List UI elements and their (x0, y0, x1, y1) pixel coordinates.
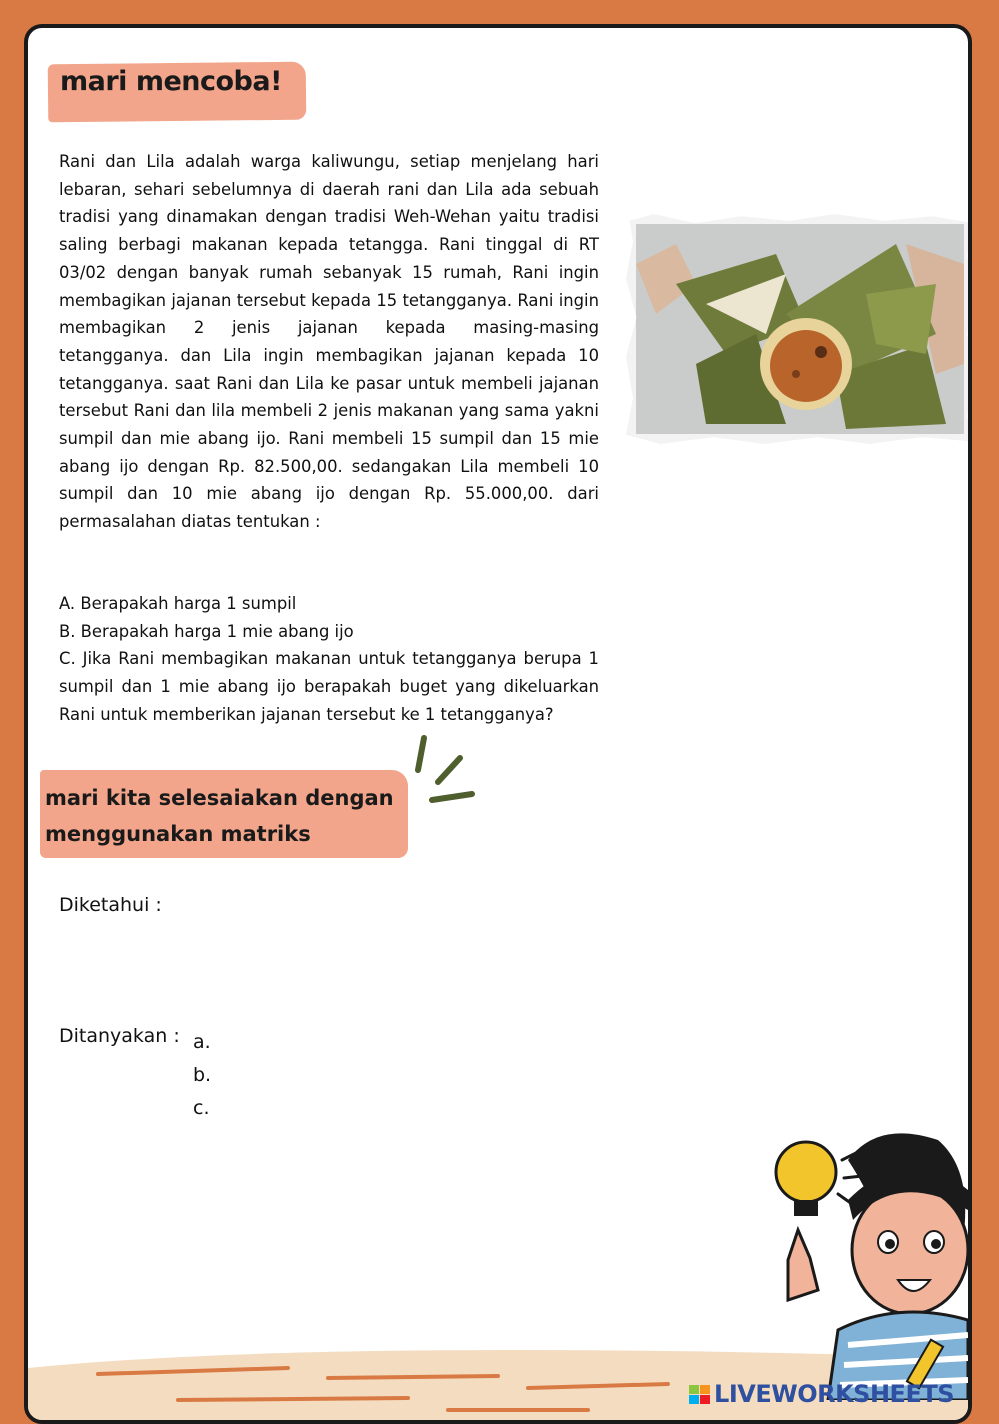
question-list (59, 590, 599, 729)
food-photo (626, 214, 972, 444)
ditanyakan-label: Ditanyakan : (59, 1025, 180, 1047)
question-a: A. Berapakah harga 1 sumpil (59, 594, 297, 613)
section-heading-line-2: menggunakan matriks (45, 822, 311, 846)
story-paragraph: Rani dan Lila adalah warga kaliwungu, setiap menjelang hari lebaran, sehari sebelumnya di daerah rani dan Lila ada sebuah tradisi yang dinamakan dengan tradisi Weh-Wehan yaitu tradisi saling berbagi makanan kepada tetangga. Rani tinggal di RT 03/02 dengan banyak rumah sebanyak 15 rumah, Rani ingin membagikan jajanan tersebut kepada 15 tetangganya. Rani ingin membagikan 2 jenis jajanan kepada masing-masing tetangganya. dan Lila ingin membagikan jajanan kepada 10 tetangganya. saat Rani dan Lila ke pasar untuk membeli jajanan tersebut Rani dan lila membeli 2 jenis makanan yang sama yakni sumpil dan mie abang ijo. Rani membeli 15 sumpil dan 15 mie abang ijo dengan Rp. 82.500,00. sedangakan Lila membeli 10 sumpil dan 10 mie abang ijo dengan Rp. 55.000,00. dari permasalahan diatas tentukan : (59, 152, 599, 532)
liveworksheets-brand (689, 1380, 954, 1408)
section-heading (45, 780, 425, 852)
brand-logo-icon (689, 1385, 710, 1404)
sumpil-image (636, 224, 964, 434)
question-c: C. Jika Rani membagikan makanan untuk tetangganya berupa 1 sumpil dan 1 mie abang ijo berapakah buget yang dikeluarkan Rani untuk memberikan jajanan tersebut ke 1 tetangganya? (59, 649, 599, 724)
emphasis-marks-icon (412, 730, 502, 830)
worksheet-page (24, 24, 972, 1424)
page-title: mari mencoba! (60, 66, 282, 97)
ditanyakan-item-b: b. (193, 1064, 212, 1086)
diketahui-label: Diketahui : (59, 894, 162, 916)
sumpil-illustration (636, 224, 964, 434)
ditanyakan-items (193, 1026, 211, 1125)
brand-text: LIVEWORKSHEETS (714, 1380, 954, 1408)
ditanyakan-item-c: c. (193, 1097, 210, 1119)
girl-with-lightbulb-illustration (748, 1130, 968, 1400)
ditanyakan-item-a: a. (193, 1031, 211, 1053)
section-heading-line-1: mari kita selesaiakan dengan (45, 786, 394, 810)
question-b: B. Berapakah harga 1 mie abang ijo (59, 621, 354, 641)
